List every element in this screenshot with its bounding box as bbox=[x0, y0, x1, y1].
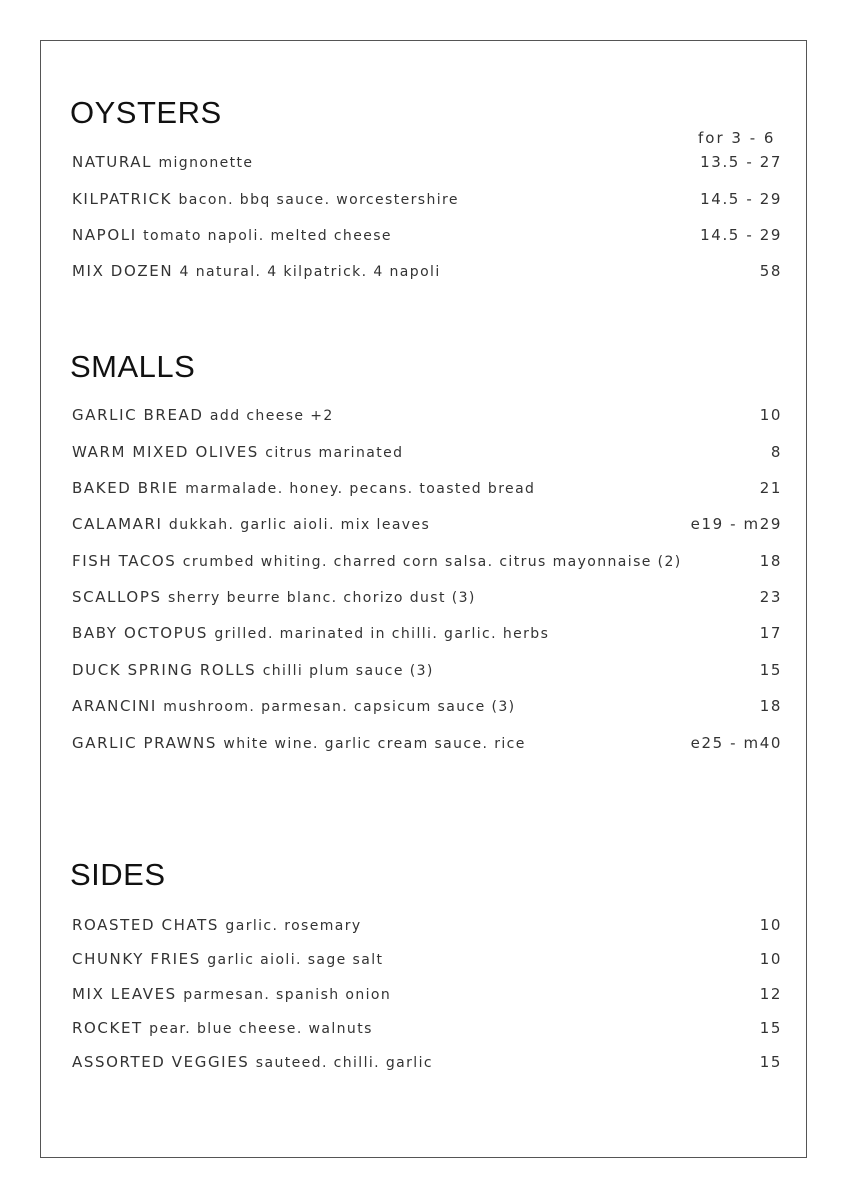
item-name: GARLIC BREAD bbox=[72, 406, 204, 424]
item-price: 18 bbox=[759, 552, 782, 570]
section-title-oysters: OYSTERS bbox=[70, 95, 222, 130]
menu-item bbox=[72, 660, 782, 681]
section-title-sides: SIDES bbox=[70, 857, 166, 892]
menu-item bbox=[72, 915, 782, 936]
item-price: e19 - m29 bbox=[690, 515, 782, 533]
item-price: 10 bbox=[759, 406, 782, 424]
menu-item bbox=[72, 152, 782, 173]
menu-item bbox=[72, 189, 782, 210]
menu-item bbox=[72, 587, 782, 608]
item-name: FISH TACOS bbox=[72, 552, 177, 570]
oysters-column-header: for 3 - 6 bbox=[698, 129, 776, 147]
item-name: CALAMARI bbox=[72, 515, 163, 533]
item-price: 58 bbox=[759, 262, 782, 280]
item-desc: 4 natural. 4 kilpatrick. 4 napoli bbox=[179, 264, 441, 280]
menu-item bbox=[72, 1018, 782, 1039]
item-desc: mushroom. parmesan. capsicum sauce (3) bbox=[163, 699, 516, 715]
item-name: BAKED BRIE bbox=[72, 479, 179, 497]
item-desc: marmalade. honey. pecans. toasted bread bbox=[185, 481, 536, 497]
item-name: DUCK SPRING ROLLS bbox=[72, 661, 257, 679]
item-desc: sherry beurre blanc. chorizo dust (3) bbox=[167, 590, 476, 606]
item-price: 13.5 - 27 bbox=[700, 153, 782, 171]
item-price: 21 bbox=[759, 479, 782, 497]
item-desc: citrus marinated bbox=[265, 445, 404, 461]
menu-item bbox=[72, 478, 782, 499]
item-desc: white wine. garlic cream sauce. rice bbox=[223, 736, 526, 752]
item-price: 14.5 - 29 bbox=[700, 190, 782, 208]
item-name: SCALLOPS bbox=[72, 588, 162, 606]
item-price: 15 bbox=[759, 1019, 782, 1037]
menu-item bbox=[72, 442, 782, 463]
menu-item bbox=[72, 1052, 782, 1073]
menu-item bbox=[72, 551, 782, 572]
item-desc: garlic. rosemary bbox=[225, 918, 362, 934]
item-desc: add cheese +2 bbox=[209, 408, 334, 424]
item-price: 14.5 - 29 bbox=[700, 226, 782, 244]
menu-item bbox=[72, 405, 782, 426]
item-name: ARANCINI bbox=[72, 697, 157, 715]
item-desc: tomato napoli. melted cheese bbox=[143, 228, 392, 244]
item-price: 23 bbox=[759, 588, 782, 606]
item-price: e25 - m40 bbox=[690, 734, 782, 752]
item-desc: mignonette bbox=[158, 155, 254, 171]
item-name: ROCKET bbox=[72, 1019, 143, 1037]
item-desc: crumbed whiting. charred corn salsa. citrus mayonnaise (2) bbox=[182, 554, 682, 570]
item-name: CHUNKY FRIES bbox=[72, 950, 201, 968]
menu-item bbox=[72, 225, 782, 246]
item-name: KILPATRICK bbox=[72, 190, 173, 208]
item-name: WARM MIXED OLIVES bbox=[72, 443, 259, 461]
item-name: ASSORTED VEGGIES bbox=[72, 1053, 250, 1071]
menu-item bbox=[72, 696, 782, 717]
item-price: 15 bbox=[759, 1053, 782, 1071]
item-name: ROASTED CHATS bbox=[72, 916, 220, 934]
item-price: 10 bbox=[759, 916, 782, 934]
item-desc: chilli plum sauce (3) bbox=[262, 663, 434, 679]
item-desc: sauteed. chilli. garlic bbox=[255, 1055, 433, 1071]
menu-item bbox=[72, 733, 782, 754]
menu-item bbox=[72, 623, 782, 644]
menu-item bbox=[72, 514, 782, 535]
item-name: NATURAL bbox=[72, 153, 153, 171]
section-title-smalls: SMALLS bbox=[70, 349, 196, 384]
item-name: GARLIC PRAWNS bbox=[72, 734, 218, 752]
item-price: 12 bbox=[759, 985, 782, 1003]
item-name: BABY OCTOPUS bbox=[72, 624, 208, 642]
item-desc: bacon. bbq sauce. worcestershire bbox=[178, 192, 459, 208]
item-price: 18 bbox=[759, 697, 782, 715]
menu-item bbox=[72, 949, 782, 970]
item-name: NAPOLI bbox=[72, 226, 137, 244]
item-desc: grilled. marinated in chilli. garlic. herbs bbox=[214, 626, 550, 642]
item-price: 10 bbox=[759, 950, 782, 968]
item-desc: parmesan. spanish onion bbox=[183, 987, 392, 1003]
menu-item bbox=[72, 261, 782, 282]
item-name: MIX LEAVES bbox=[72, 985, 177, 1003]
menu-item bbox=[72, 984, 782, 1005]
item-desc: dukkah. garlic aioli. mix leaves bbox=[168, 517, 431, 533]
item-name: MIX DOZEN bbox=[72, 262, 174, 280]
item-price: 8 bbox=[770, 443, 782, 461]
item-price: 17 bbox=[759, 624, 782, 642]
item-desc: garlic aioli. sage salt bbox=[207, 952, 384, 968]
item-price: 15 bbox=[759, 661, 782, 679]
item-desc: pear. blue cheese. walnuts bbox=[149, 1021, 373, 1037]
